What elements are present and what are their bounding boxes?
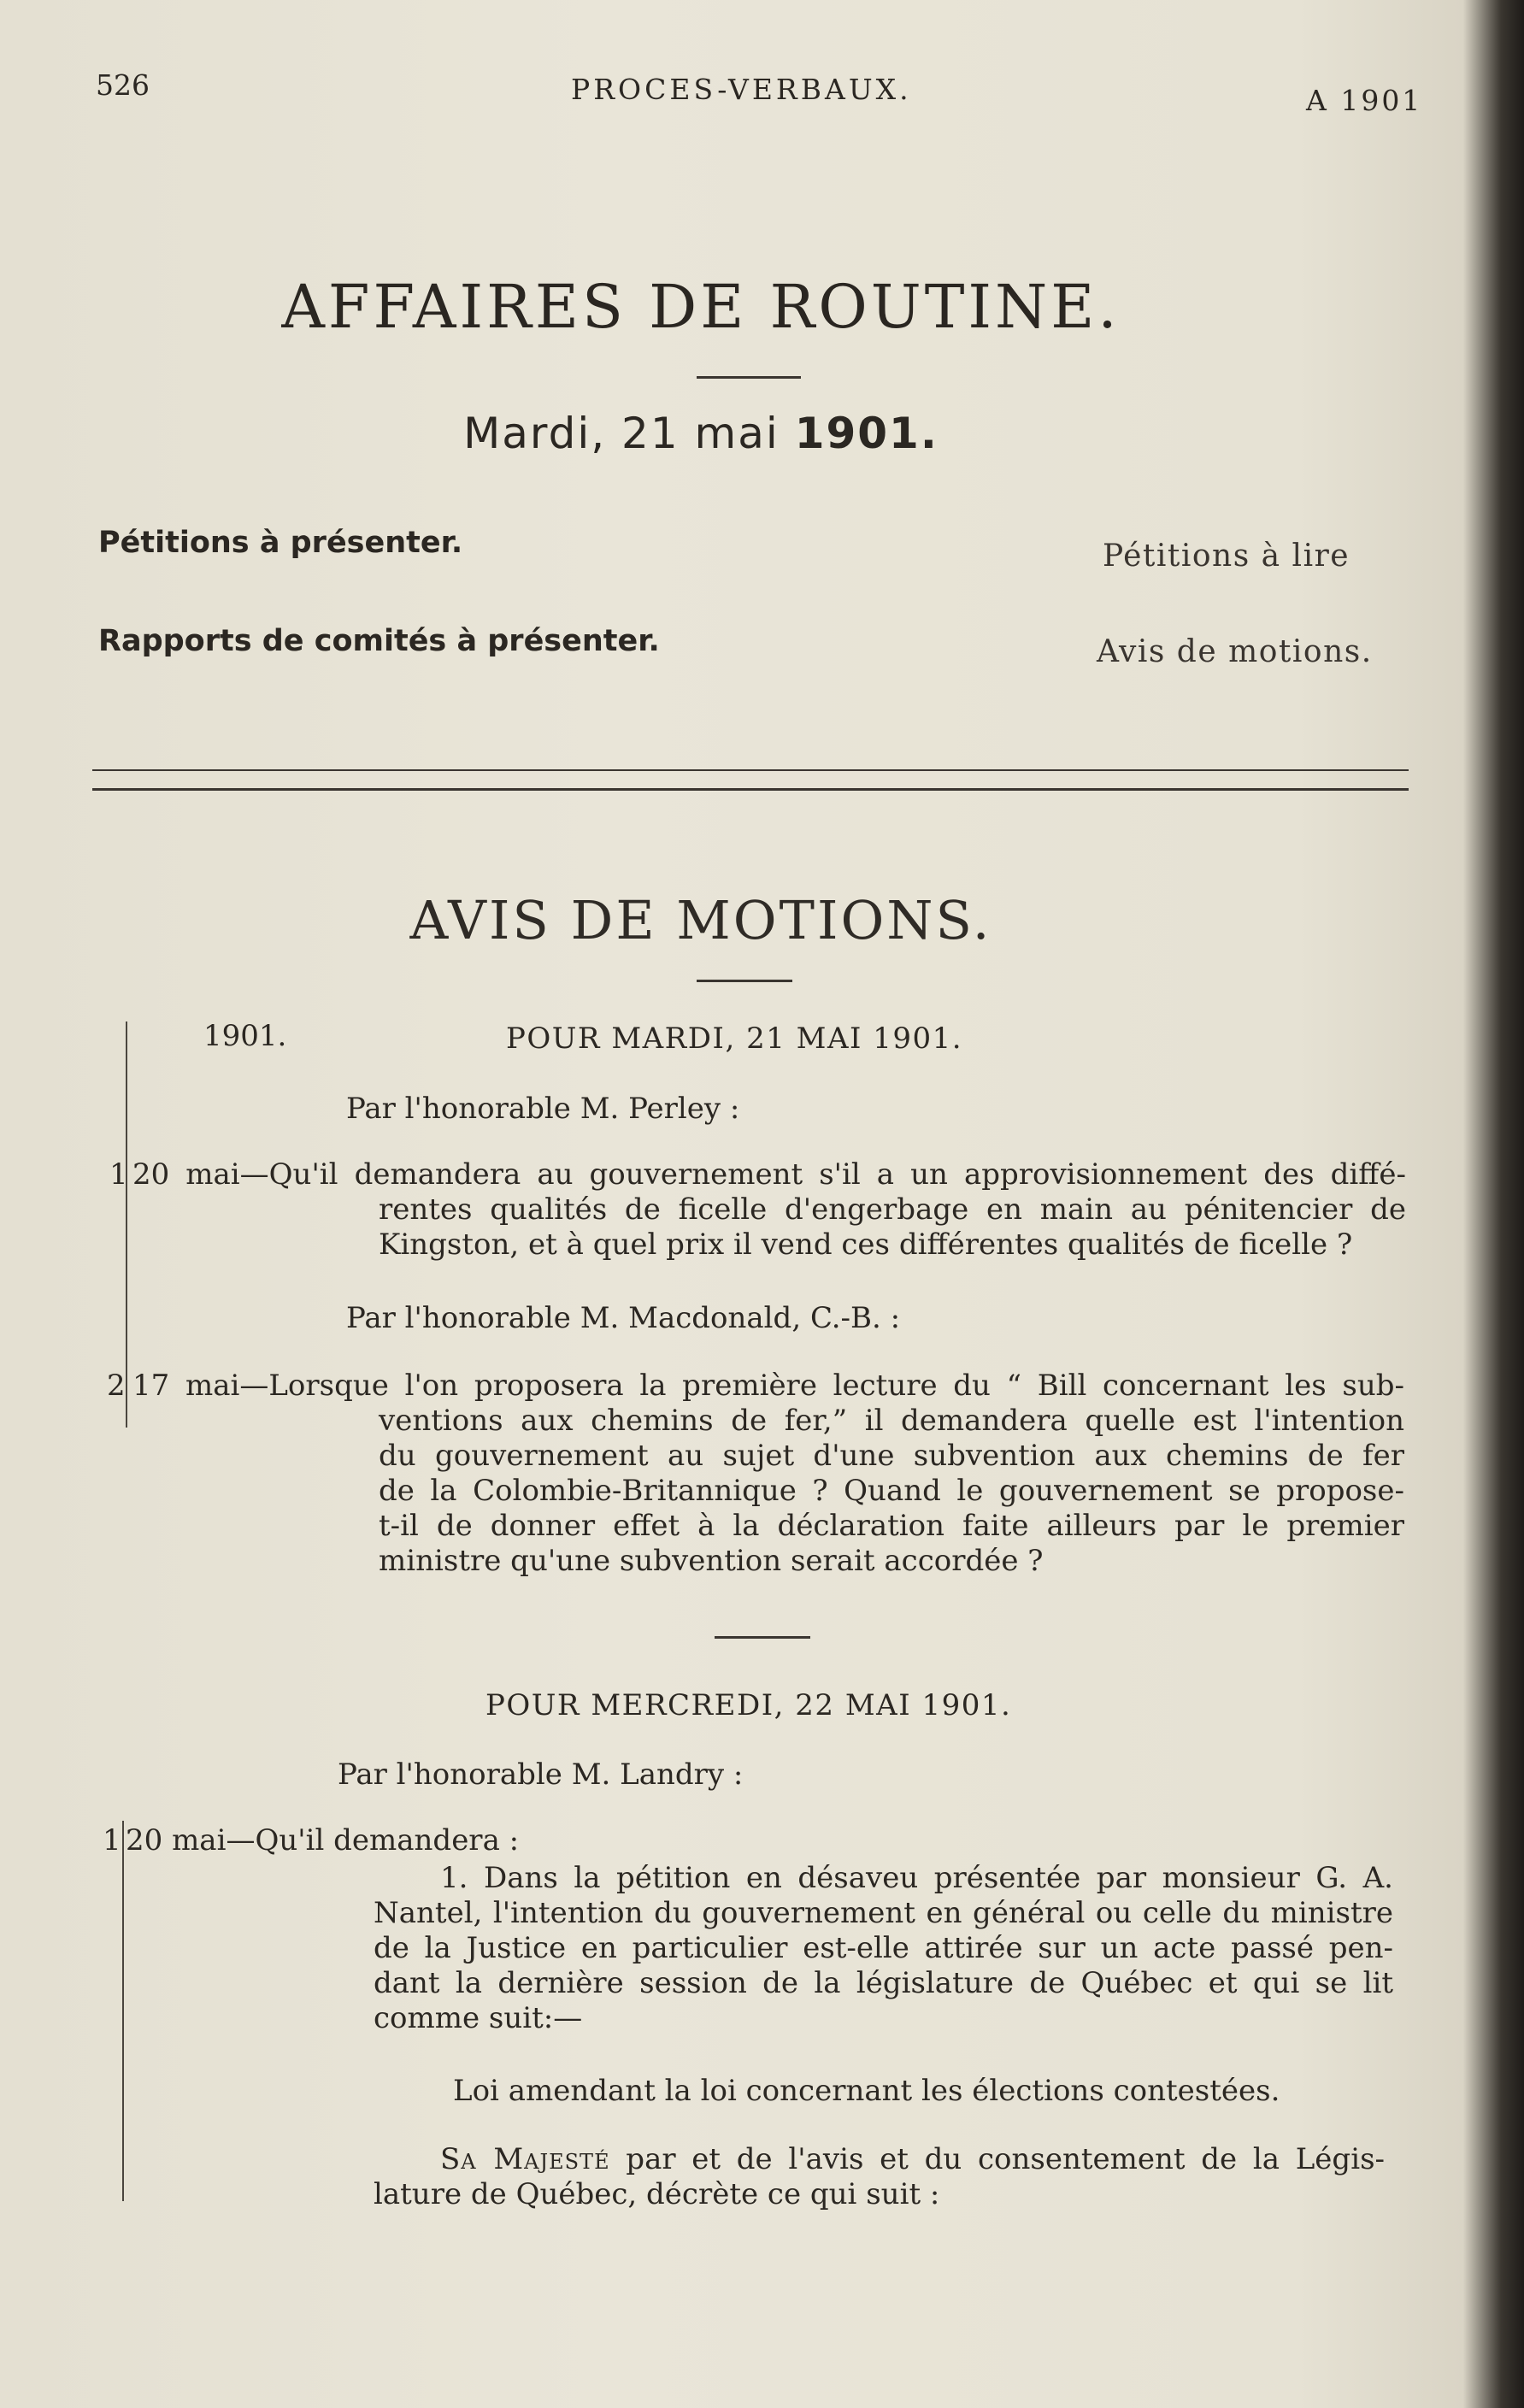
entry-1-line-2: rentes qualités de ficelle d'engerbage en main au pénitencier de: [379, 1192, 1406, 1227]
entry-1-text-cont: [379, 1192, 1406, 1263]
entry-2-line-2: ventions aux chemins de fer,” il demandera quelle est l'intention: [379, 1404, 1404, 1438]
entry-2-line-1: 17 mai—Lorsque l'on proposera la première lecture du “ Bill concernant les sub-: [132, 1369, 1404, 1403]
entry-1-mover: Par l'honorable M. Perley :: [346, 1092, 740, 1126]
entry-2-line-6: ministre qu'une subvention serait accordée ?: [379, 1544, 1044, 1578]
entry-2-mover: Par l'honorable M. Macdonald, C.-B. :: [346, 1301, 901, 1335]
entry-3-line-5: comme suit:—: [374, 2001, 583, 2035]
routine-item-committee-reports: Rapports de comités à présenter.: [98, 624, 660, 658]
routine-title: AFFAIRES DE ROUTINE.: [281, 272, 1121, 342]
routine-date-year: 1901.: [794, 409, 939, 458]
margin-rule-2: [126, 1375, 127, 1426]
entry-3-mover: Par l'honorable M. Landry :: [338, 1757, 744, 1792]
entry-1-number: 1: [109, 1157, 128, 1192]
entry-2-number: 2: [107, 1369, 126, 1403]
running-title: PROCES-VERBAUX.: [571, 73, 912, 106]
routine-item-petitions-present: Pétitions à présenter.: [98, 526, 463, 560]
law-title: Loi amendant la loi concernant les élections contestées.: [453, 2074, 1280, 2108]
entry-3-line-1: 1. Dans la pétition en désaveu présentée par monsieur G. A.: [440, 1861, 1393, 1895]
entry-2-line-5: t-il de donner effet à la déclaration faite ailleurs par le premier: [379, 1509, 1404, 1543]
title-rule: [697, 376, 801, 379]
routine-date-prefix: Mardi, 21 mai: [463, 409, 795, 458]
section-divider-bottom: [92, 788, 1409, 791]
margin-rule-1: [126, 1021, 127, 1428]
margin-rule-3: [122, 1821, 124, 2201]
entry-2-line-4: de la Colombie-Britannique ? Quand le gouvernement se propose-: [379, 1474, 1404, 1508]
entry-3-question-cont: [374, 1896, 1393, 2036]
page-number: 526: [96, 68, 150, 102]
enactment-line-1-rest: par et de l'avis et du consentement de la Légis-: [609, 2142, 1386, 2176]
day2-heading: POUR MERCREDI, 22 MAI 1901.: [485, 1688, 1012, 1722]
entry-2-line-3: du gouvernement au sujet d'une subvention aux chemins de fer: [379, 1439, 1404, 1473]
entry-3-line-3: de la Justice en particulier est-elle attirée sur un acte passé pen-: [374, 1931, 1393, 1965]
entry-3-number: 1: [103, 1823, 121, 1858]
section-divider-top: [92, 769, 1409, 771]
entry-3-line-2: Nantel, l'intention du gouvernement en général ou celle du ministre: [374, 1896, 1393, 1930]
enactment-majesty: Sa Majesté: [440, 2142, 610, 2176]
year-marker: A 1901: [1306, 84, 1423, 117]
entry-3-line-4: dant la dernière session de la législature de Québec et qui se lit: [374, 1966, 1393, 2000]
entry-3-intro: 20 mai—Qu'il demandera :: [126, 1823, 520, 1858]
motions-title-rule: [697, 980, 792, 982]
motions-year: 1901.: [203, 1019, 287, 1053]
entry-1-line-1: 20 mai—Qu'il demandera au gouvernement s'il a un approvisionnement des diffé-: [132, 1157, 1406, 1192]
motions-title: AVIS DE MOTIONS.: [409, 889, 992, 951]
routine-date: [0, 409, 1402, 458]
entry-2-text: [132, 1369, 1404, 1404]
enactment-line-2: lature de Québec, décrète ce qui suit :: [374, 2177, 940, 2211]
enactment-clause: [374, 2142, 1385, 2212]
entry-3-question-first: [440, 1861, 1393, 1896]
enactment-line-1: [374, 2142, 1385, 2177]
routine-item-notices: Avis de motions.: [1097, 634, 1373, 669]
entry-2-text-cont: [379, 1404, 1404, 1579]
routine-item-petitions-read: Pétitions à lire: [1103, 539, 1350, 574]
day1-heading: POUR MARDI, 21 MAI 1901.: [506, 1021, 963, 1056]
entry-1-line-3: Kingston, et à quel prix il vend ces différentes qualités de ficelle ?: [379, 1228, 1353, 1262]
day-separator-rule: [715, 1636, 810, 1639]
entry-1-text: [132, 1157, 1406, 1192]
